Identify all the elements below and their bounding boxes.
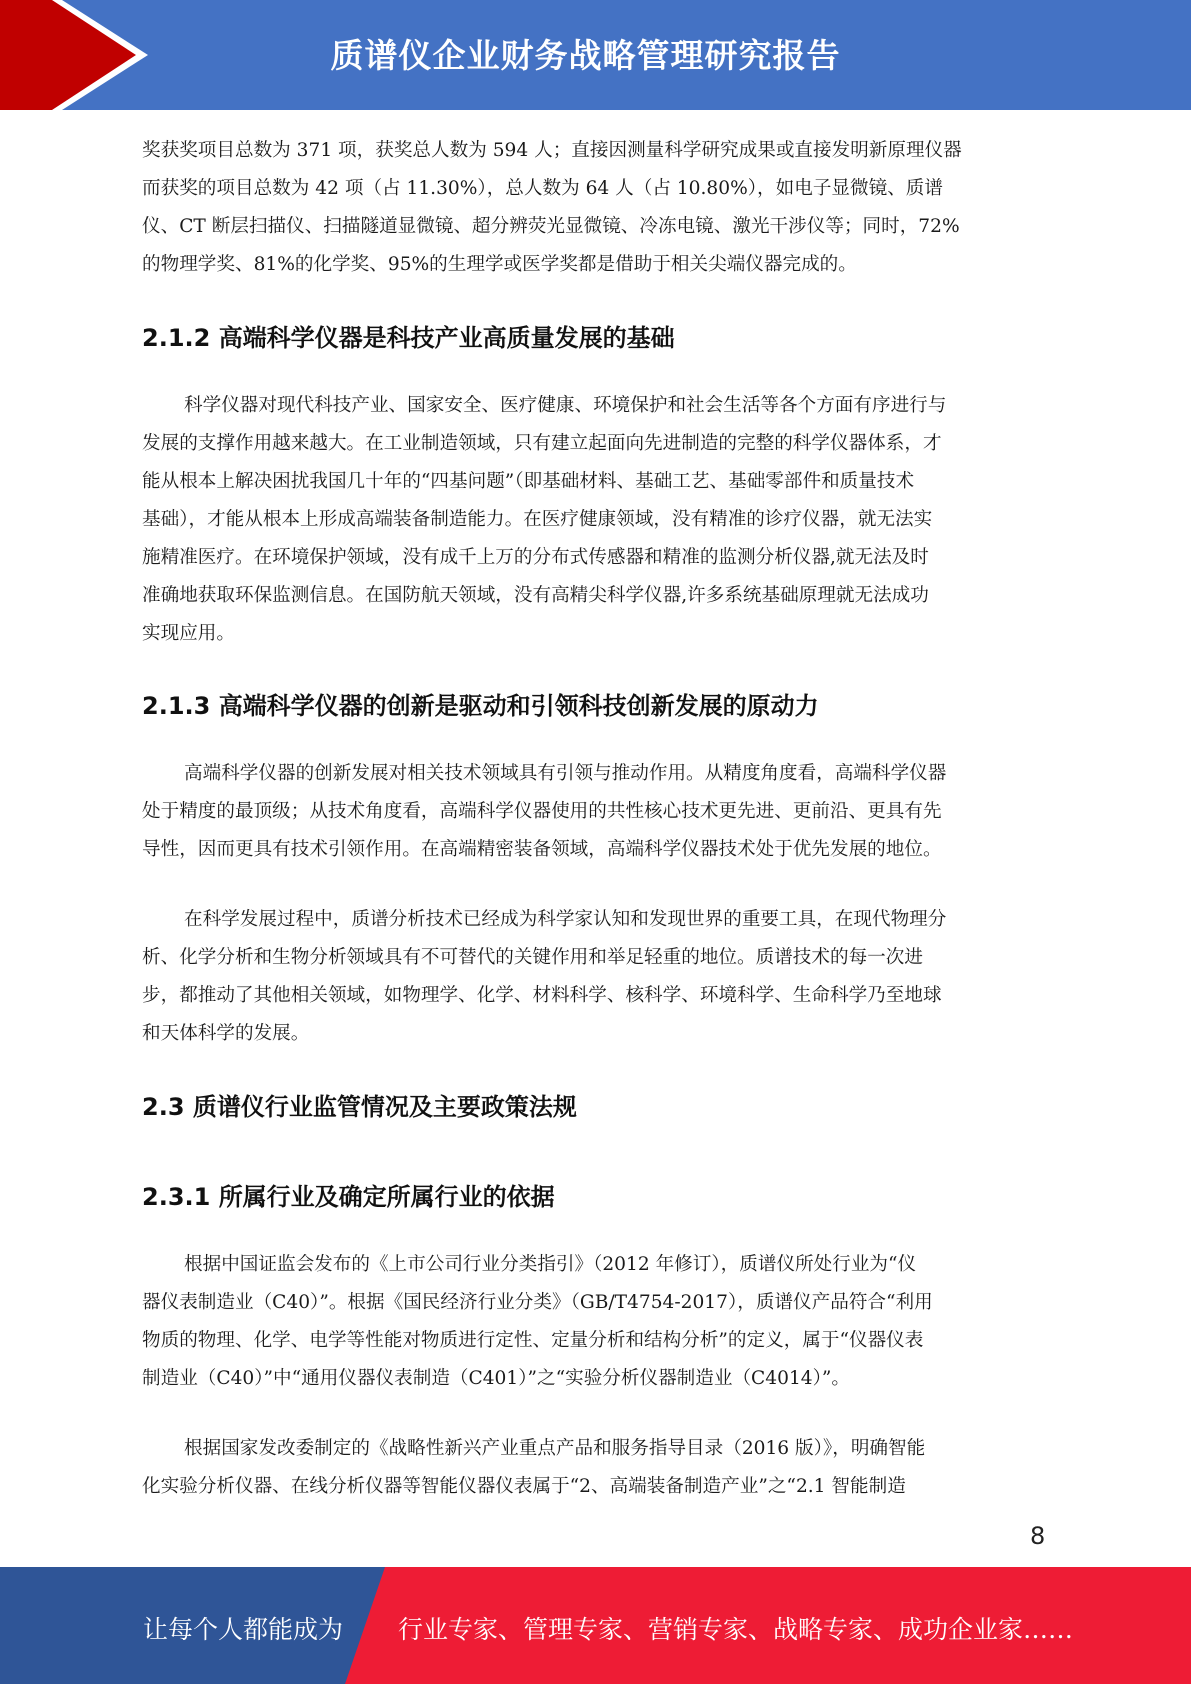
text-line: 高端科学仪器的创新发展对相关技术领域具有引领与推动作用。从精度角度看，高端科学仪器 (184, 763, 947, 784)
text-line: 能从根本上解决困扰我国几十年的“四基问题”（即基础材料、基础工艺、基础零部件和质量技术 (142, 471, 915, 492)
page-header (0, 0, 1191, 110)
text-line: 物质的物理、化学、电学等性能对物质进行定性、定量分析和结构分析”的定义，属于“仪器仪表 (142, 1330, 924, 1351)
text-line: 制造业（C40）”中“通用仪器仪表制造（C401）”之“实验分析仪器制造业（C4014）”。 (142, 1368, 850, 1389)
text-line: 导性，因而更具有技术引领作用。在高端精密装备领域，高端科学仪器技术处于优先发展的地位。 (142, 839, 942, 860)
text-line: 准确地获取环保监测信息。在国防航天领域，没有高精尖科学仪器,许多系统基础原理就无法成功 (142, 585, 929, 606)
section-heading-2-1-3: 2.1.3 高端科学仪器的创新是驱动和引领科技创新发展的原动力 (142, 692, 819, 720)
text-line: 步，都推动了其他相关领域，如物理学、化学、材料科学、核科学、环境科学、生命科学乃至地球 (142, 985, 942, 1006)
text-line: 处于精度的最顶级；从技术角度看，高端科学仪器使用的共性核心技术更先进、更前沿、更具有先 (142, 801, 942, 822)
section-heading-2-1-2: 2.1.2 高端科学仪器是科技产业高质量发展的基础 (142, 324, 675, 352)
text-line: 施精准医疗。在环境保护领域，没有成千上万的分布式传感器和精准的监测分析仪器,就无法及时 (142, 547, 929, 568)
text-line: 科学仪器对现代科技产业、国家安全、医疗健康、环境保护和社会生活等各个方面有序进行与 (184, 395, 947, 416)
text-line: 化实验分析仪器、在线分析仪器等智能仪器仪表属于“2、高端装备制造产业”之“2.1 智能制造 (142, 1476, 906, 1497)
page-footer (0, 1567, 1191, 1684)
text-line: 根据中国证监会发布的《上市公司行业分类指引》（2012 年修订），质谱仪所处行业为“仪 (184, 1254, 917, 1275)
text-line: 和天体科学的发展。 (142, 1023, 310, 1044)
section-heading-2-3-1: 2.3.1 所属行业及确定所属行业的依据 (142, 1183, 555, 1211)
text-line: 在科学发展过程中，质谱分析技术已经成为科学家认知和发现世界的重要工具，在现代物理分 (184, 909, 947, 930)
text-line: 发展的支撑作用越来越大。在工业制造领域，只有建立起面向先进制造的完整的科学仪器体系，才 (142, 433, 942, 454)
text-line: 基础），才能从根本上形成高端装备制造能力。在医疗健康领域，没有精准的诊疗仪器，就无法实 (142, 509, 933, 530)
text-line: 器仪表制造业（C40）”。根据《国民经济行业分类》（GB/T4754-2017），质谱仪产品符合“利用 (142, 1292, 933, 1313)
footer-slogan-left: 让每个人都能成为 (143, 1615, 344, 1644)
text-line: 的物理学奖、81%的化学奖、95%的生理学或医学奖都是借助于相关尖端仪器完成的。 (142, 254, 857, 275)
section-heading-2-3: 2.3 质谱仪行业监管情况及主要政策法规 (142, 1093, 577, 1121)
report-title: 质谱仪企业财务战略管理研究报告 (330, 36, 841, 75)
text-line: 实现应用。 (142, 623, 235, 644)
text-line: 仪、CT 断层扫描仪、扫描隧道显微镜、超分辨荧光显微镜、冷冻电镜、激光干涉仪等；同时，72% (142, 216, 960, 237)
text-line: 奖获奖项目总数为 371 项，获奖总人数为 594 人；直接因测量科学研究成果或直接发明新原理仪器 (142, 140, 962, 161)
footer-slogan-right: 行业专家、管理专家、营销专家、战略专家、成功企业家…… (398, 1615, 1074, 1644)
text-line: 而获奖的项目总数为 42 项（占 11.30%），总人数为 64 人（占 10.80%），如电子显微镜、质谱 (142, 178, 943, 199)
text-line: 根据国家发改委制定的《战略性新兴产业重点产品和服务指导目录（2016 版）》，明确智能 (184, 1438, 926, 1459)
page-number: 8 (1030, 1522, 1046, 1550)
text-line: 析、化学分析和生物分析领域具有不可替代的关键作用和举足轻重的地位。质谱技术的每一次进 (142, 947, 923, 968)
